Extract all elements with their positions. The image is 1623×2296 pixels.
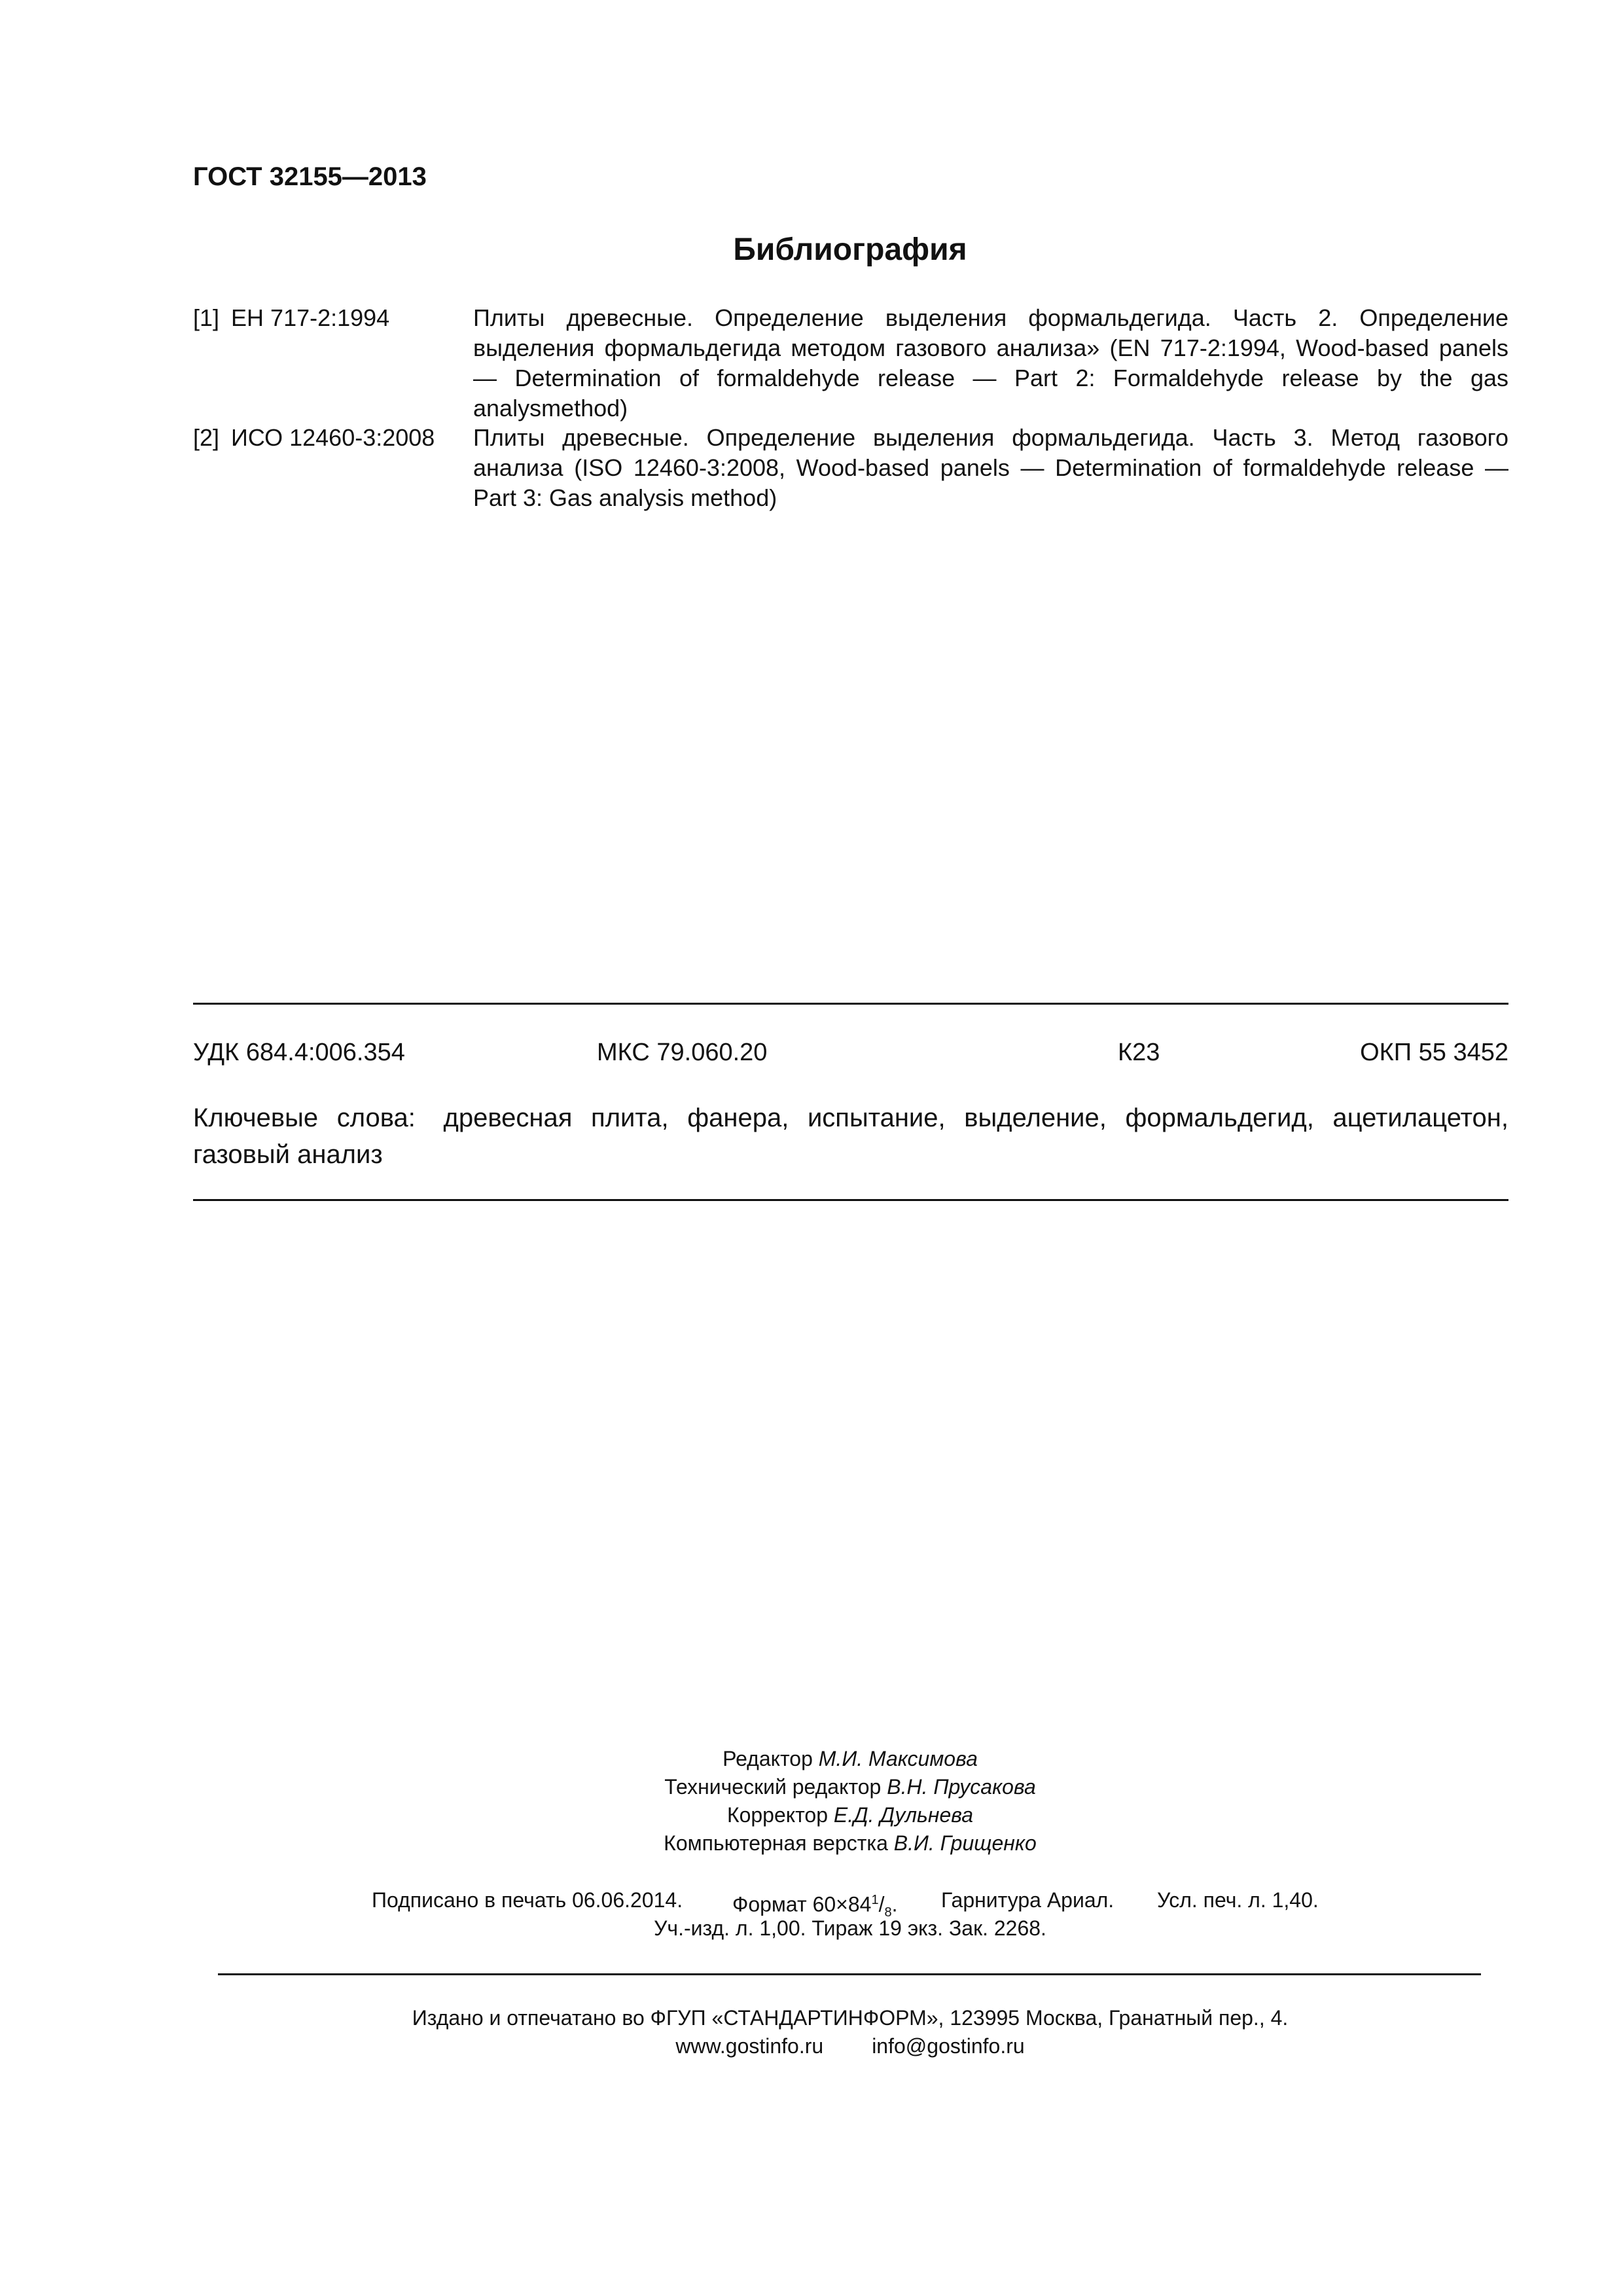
print-format: Формат $60\times 84^1/_8$. (732, 1892, 898, 1920)
print-sheets: Усл. печ. л. 1,40. (1157, 1888, 1319, 1912)
entry-number: [2] (193, 424, 220, 451)
bibliography-title: Библиография (733, 232, 967, 267)
entry-text: Плиты древесные. Определение выделения формальдегида. Часть 2. Определение выделения формальдегида методом газового анализа» (EN 717-2:1994, Wood-based panels — Determination of formaldehyde release — Part 2: Formaldehyde release by the gas analysmethod) (473, 304, 1508, 422)
credit-label: Редактор (722, 1747, 813, 1770)
entry-text: Плиты древесные. Определение выделения формальдегида. Часть 3. Метод газового анализа (ISO 12460-3:2008, Wood-based panels — Determination of formaldehyde release — Part 3: Gas analysis method) (473, 424, 1508, 511)
publisher-email[interactable]: info@gostinfo.ru (872, 2034, 1025, 2058)
entry-reference (193, 303, 389, 333)
print-line-2: Уч.-изд. л. 1,00. Тираж 19 экз. Зак. 2268. (654, 1916, 1046, 1940)
credit-name: В.И. Грищенко (893, 1831, 1037, 1855)
publisher-website[interactable]: www.gostinfo.ru (675, 2034, 824, 2058)
entry-code: ЕН 717-2:1994 (231, 304, 390, 331)
publisher-contacts (0, 2032, 1623, 2060)
entry-code: ИСО 12460-3:2008 (231, 424, 435, 451)
standard-number: ГОСТ 32155—2013 (193, 162, 427, 191)
divider (218, 1973, 1481, 1975)
entry-reference (193, 423, 435, 453)
mks-code: МКС 79.060.20 (597, 1039, 768, 1066)
udk-code: УДК 684.4:006.354 (193, 1039, 405, 1066)
credit-label: Компьютерная верстка (664, 1831, 888, 1855)
credit-tech-editor (0, 1773, 1623, 1801)
divider (193, 1199, 1508, 1201)
k-code: К23 (1118, 1039, 1160, 1066)
print-signed: Подписано в печать 06.06.2014. (372, 1888, 683, 1912)
divider (193, 1003, 1508, 1005)
keywords (193, 1100, 1508, 1173)
entry-number: [1] (193, 304, 220, 331)
publisher-info (0, 2004, 1623, 2060)
print-typeface: Гарнитура Ариал. (941, 1888, 1115, 1912)
credit-name: М.И. Максимова (818, 1747, 978, 1770)
credit-name: Е.Д. Дульнева (833, 1803, 974, 1827)
credit-editor (0, 1745, 1623, 1773)
credit-corrector (0, 1801, 1623, 1829)
keywords-text: древесная плита, фанера, испытание, выделение, формальдегид, ацетилацетон, газовый анализ (193, 1103, 1508, 1169)
publisher-address: Издано и отпечатано во ФГУП «СТАНДАРТИНФОРМ», 123995 Москва, Гранатный пер., 4. (412, 2006, 1289, 2030)
credit-label: Корректор (726, 1803, 829, 1827)
credit-name: В.Н. Прусакова (887, 1775, 1036, 1799)
okp-code: ОКП 55 3452 (1360, 1039, 1508, 1066)
keywords-label: Ключевые слова: (193, 1103, 416, 1132)
credit-label: Технический редактор (664, 1775, 882, 1799)
credit-layout (0, 1829, 1623, 1857)
